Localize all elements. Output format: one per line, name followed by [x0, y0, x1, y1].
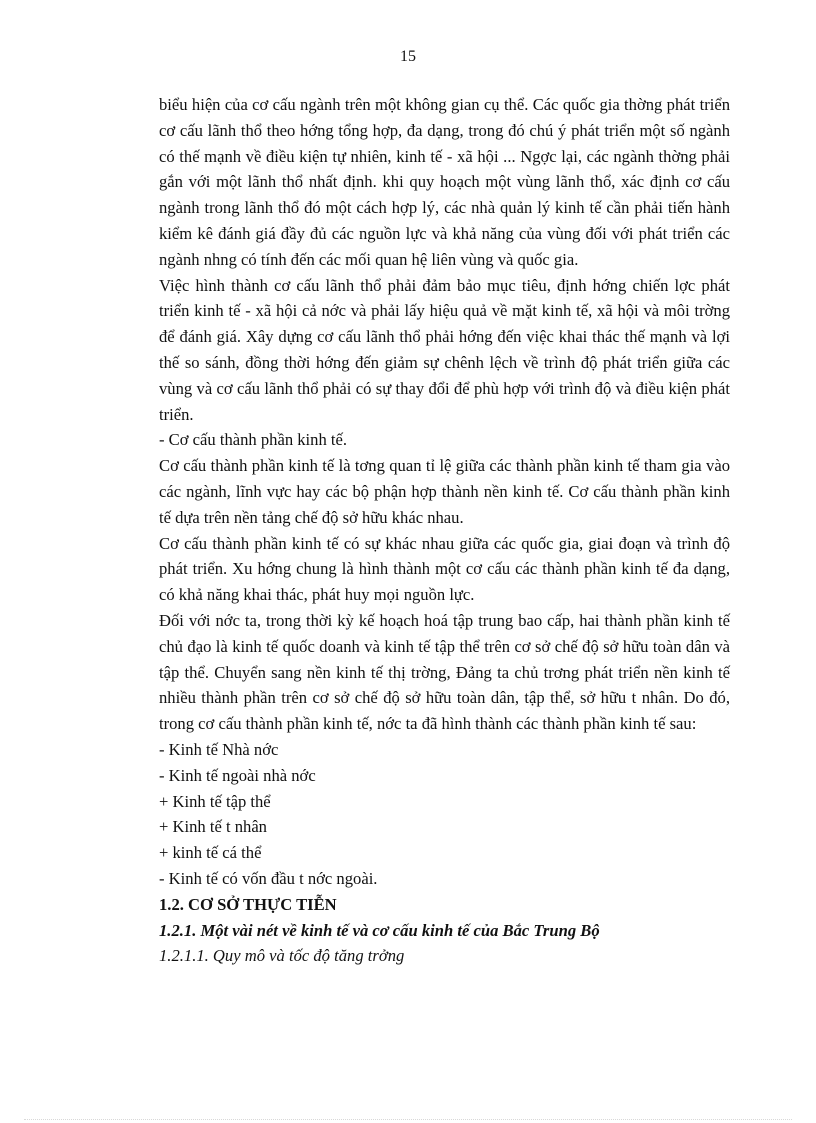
list-item: + Kinh tế tập thể: [159, 791, 271, 811]
paragraph-2-text: Việc hình thành cơ cấu lãnh thổ phải đảm bảo mục tiêu, định hớng chiến lợc phát triển kinh tế - xã hội cả nớc và phải lấy hiệu quả về mặt kinh tế, xã hội và môi trờng để đánh giá. Xây dựng cơ cấu lãnh thổ phải hớng đến việc khai thác thế mạnh và lợi thế so sánh, đồng thời hớng đến giảm sự chênh lệch về trình độ phát triển giữa các vùng và cơ cấu lãnh thổ phải có sự thay đổi để phù hợp với trình độ và điều kiện phát triển.: [159, 275, 730, 424]
list-item-economic-sectors: - Cơ cấu thành phần kinh tế.: [159, 430, 348, 450]
page-bottom-border: [24, 1119, 792, 1120]
list-item: - Kinh tế có vốn đầu t nớc ngoài.: [159, 868, 378, 888]
list-item: + kinh tế cá thể: [159, 843, 262, 863]
paragraph-4: Cơ cấu thành phần kinh tế có sự khác nhau giữa các quốc gia, giai đoạn và trình độ phát triển. Xu hớng chung là hình thành một cơ cấu các thành phần kinh tế đa dạng, có khả năng khai thác, phát huy mọi nguồn lực.: [159, 533, 730, 605]
subsubsection-heading: 1.2.1.1. Quy mô và tốc độ tăng trởng: [159, 946, 405, 966]
list-item: + Kinh tế t nhân: [159, 817, 267, 837]
paragraph-2: [159, 273, 730, 428]
subsection-heading: 1.2.1. Một vài nét về kinh tế và cơ cấu kinh tế của Bắc Trung Bộ: [159, 920, 600, 940]
page-number: 15: [400, 48, 416, 65]
list-item: - Kinh tế Nhà nớc: [159, 739, 279, 759]
section-heading: 1.2. CƠ SỞ THỰC TIỄN: [159, 894, 337, 914]
page-body: [159, 92, 730, 969]
paragraph-3: Cơ cấu thành phần kinh tế là tơng quan tỉ lệ giữa các thành phần kinh tế tham gia vào các ngành, lĩnh vực hay các bộ phận hợp thành nền kinh tế. Cơ cấu thành phần kinh tế dựa trên nền tảng chế độ sở hữu khác nhau.: [159, 456, 730, 527]
list-item: - Kinh tế ngoài nhà nớc: [159, 765, 316, 785]
paragraph-5: Đối với nớc ta, trong thời kỳ kế hoạch hoá tập trung bao cấp, hai thành phần kinh tế chủ đạo là kinh tế quốc doanh và kinh tế tập thể trên cơ sở chế độ sở hữu toàn dân và tập thể. Chuyển sang nền kinh tế thị trờng, Đảng ta chủ trơng phát triển nền kinh tế nhiều thành phần trên cơ sở chế độ sở hữu toàn dân, tập thể, sở hữu t nhân. Do đó, trong cơ cấu thành phần kinh tế, nớc ta đã hình thành các thành phần kinh tế sau:: [159, 610, 730, 734]
paragraph-1: biểu hiện của cơ cấu ngành trên một không gian cụ thể. Các quốc gia thờng phát triển cơ cấu lãnh thổ theo hớng tổng hợp, đa dạng, trong đó chú ý phát triển một số ngành có thế mạnh về điều kiện tự nhiên, kinh tế - xã hội ... Ngợc lại, các ngành thờng phải gắn với một lãnh thổ nhất định. khi quy hoạch một vùng lãnh thổ, xác định cơ cấu ngành trong lãnh thổ đó một cách hợp lý, các nhà quản lý kinh tế cần phải tiến hành kiểm kê đánh giá đầy đủ các nguồn lực và khả năng của vùng đối với phát triển các ngành nhng có tính đến các mối quan hệ liên vùng và quốc gia.: [159, 95, 730, 269]
